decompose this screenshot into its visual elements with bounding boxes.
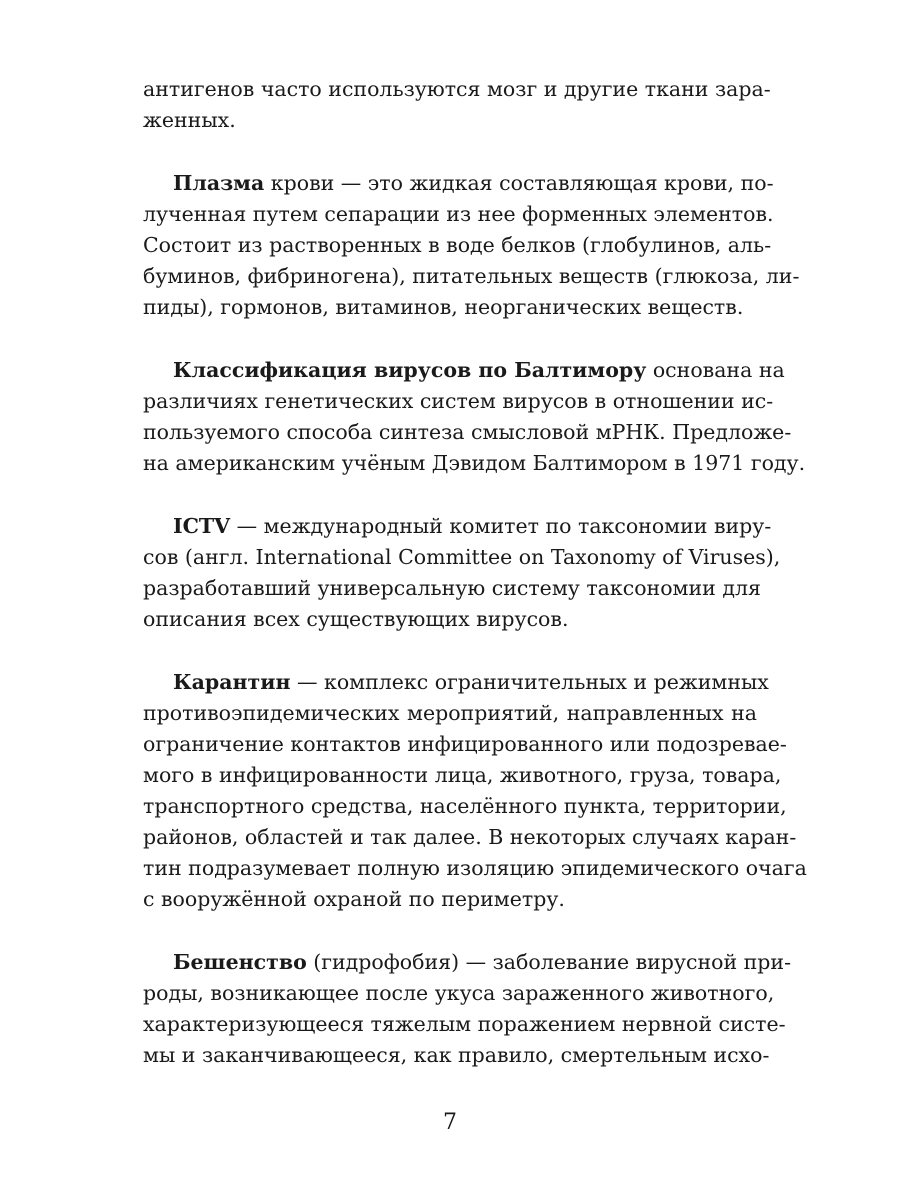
text-line: на американским учёным Дэвидом Балтимором в 1971 году. — [143, 451, 806, 475]
text-line: пользуемого способа синтеза смысловой мРНК. Предложе- — [143, 420, 792, 444]
glossary-entry-quarantine — [143, 667, 807, 915]
text-line: транспортного средства, населённого пункта, территории, — [143, 794, 787, 818]
text-line: разработавший универсальную систему таксономии для — [143, 576, 761, 600]
paragraph-continuation — [143, 74, 771, 136]
text-line: женных. — [143, 108, 236, 132]
entry-first-line — [143, 667, 769, 698]
definition-text: — международный комитет по таксономии виру- — [230, 514, 772, 538]
text-line: тин подразумевает полную изоляцию эпидемического очага — [143, 856, 807, 880]
text-line: районов, областей и так далее. В некоторых случаях каран- — [143, 825, 797, 849]
entry-first-line — [143, 511, 772, 542]
page-number: 7 — [443, 1110, 457, 1135]
glossary-entry-ictv — [143, 511, 781, 635]
glossary-term: Классификация вирусов по Балтимору — [173, 358, 647, 382]
entry-first-line — [143, 355, 785, 386]
text-line: ограничение контактов инфицированного или подозревае- — [143, 732, 787, 756]
glossary-term: Плазма — [173, 171, 265, 195]
text-line: противоэпидемических мероприятий, направленных на — [143, 701, 757, 725]
text-line: различиях генетических систем вирусов в отношении ис- — [143, 389, 774, 413]
text-line: сов (англ. International Committee on Taxonomy of Viruses), — [143, 545, 781, 569]
page-body — [143, 74, 807, 1071]
text-line: антигенов часто используются мозг и другие ткани зара- — [143, 77, 771, 101]
definition-text: (гидрофобия) — заболевание вирусной при- — [306, 950, 792, 974]
definition-text: основана на — [646, 358, 785, 382]
text-line: характеризующееся тяжелым поражением нервной систе- — [143, 1012, 786, 1036]
text-line: буминов, фибриногена), питательных веществ (глюкоза, ли- — [143, 264, 800, 288]
glossary-entry-baltimore — [143, 355, 806, 479]
glossary-term: Карантин — [173, 670, 291, 694]
entry-first-line — [143, 947, 792, 978]
definition-text: — комплекс ограничительных и режимных — [290, 670, 769, 694]
text-line: с вооружённой охраной по периметру. — [143, 887, 565, 911]
glossary-entry-plasma — [143, 168, 800, 323]
text-line: роды, возникающее после укуса зараженного животного, — [143, 981, 775, 1005]
definition-text: крови — это жидкая составляющая крови, по- — [264, 171, 774, 195]
glossary-term: Бешенство — [173, 950, 307, 974]
text-line: описания всех существующих вирусов. — [143, 607, 569, 631]
text-line: пиды), гормонов, витаминов, неорганических веществ. — [143, 295, 744, 319]
glossary-term: ICTV — [173, 514, 231, 538]
text-line: мы и заканчивающееся, как правило, смертельным исхо- — [143, 1043, 770, 1067]
text-line: лученная путем сепарации из нее форменных элементов. — [143, 202, 774, 226]
glossary-entry-rabies — [143, 947, 792, 1071]
entry-first-line — [143, 168, 774, 199]
text-line: мого в инфицированности лица, животного, груза, товара, — [143, 763, 782, 787]
text-line: Состоит из растворенных в воде белков (глобулинов, аль- — [143, 233, 772, 257]
